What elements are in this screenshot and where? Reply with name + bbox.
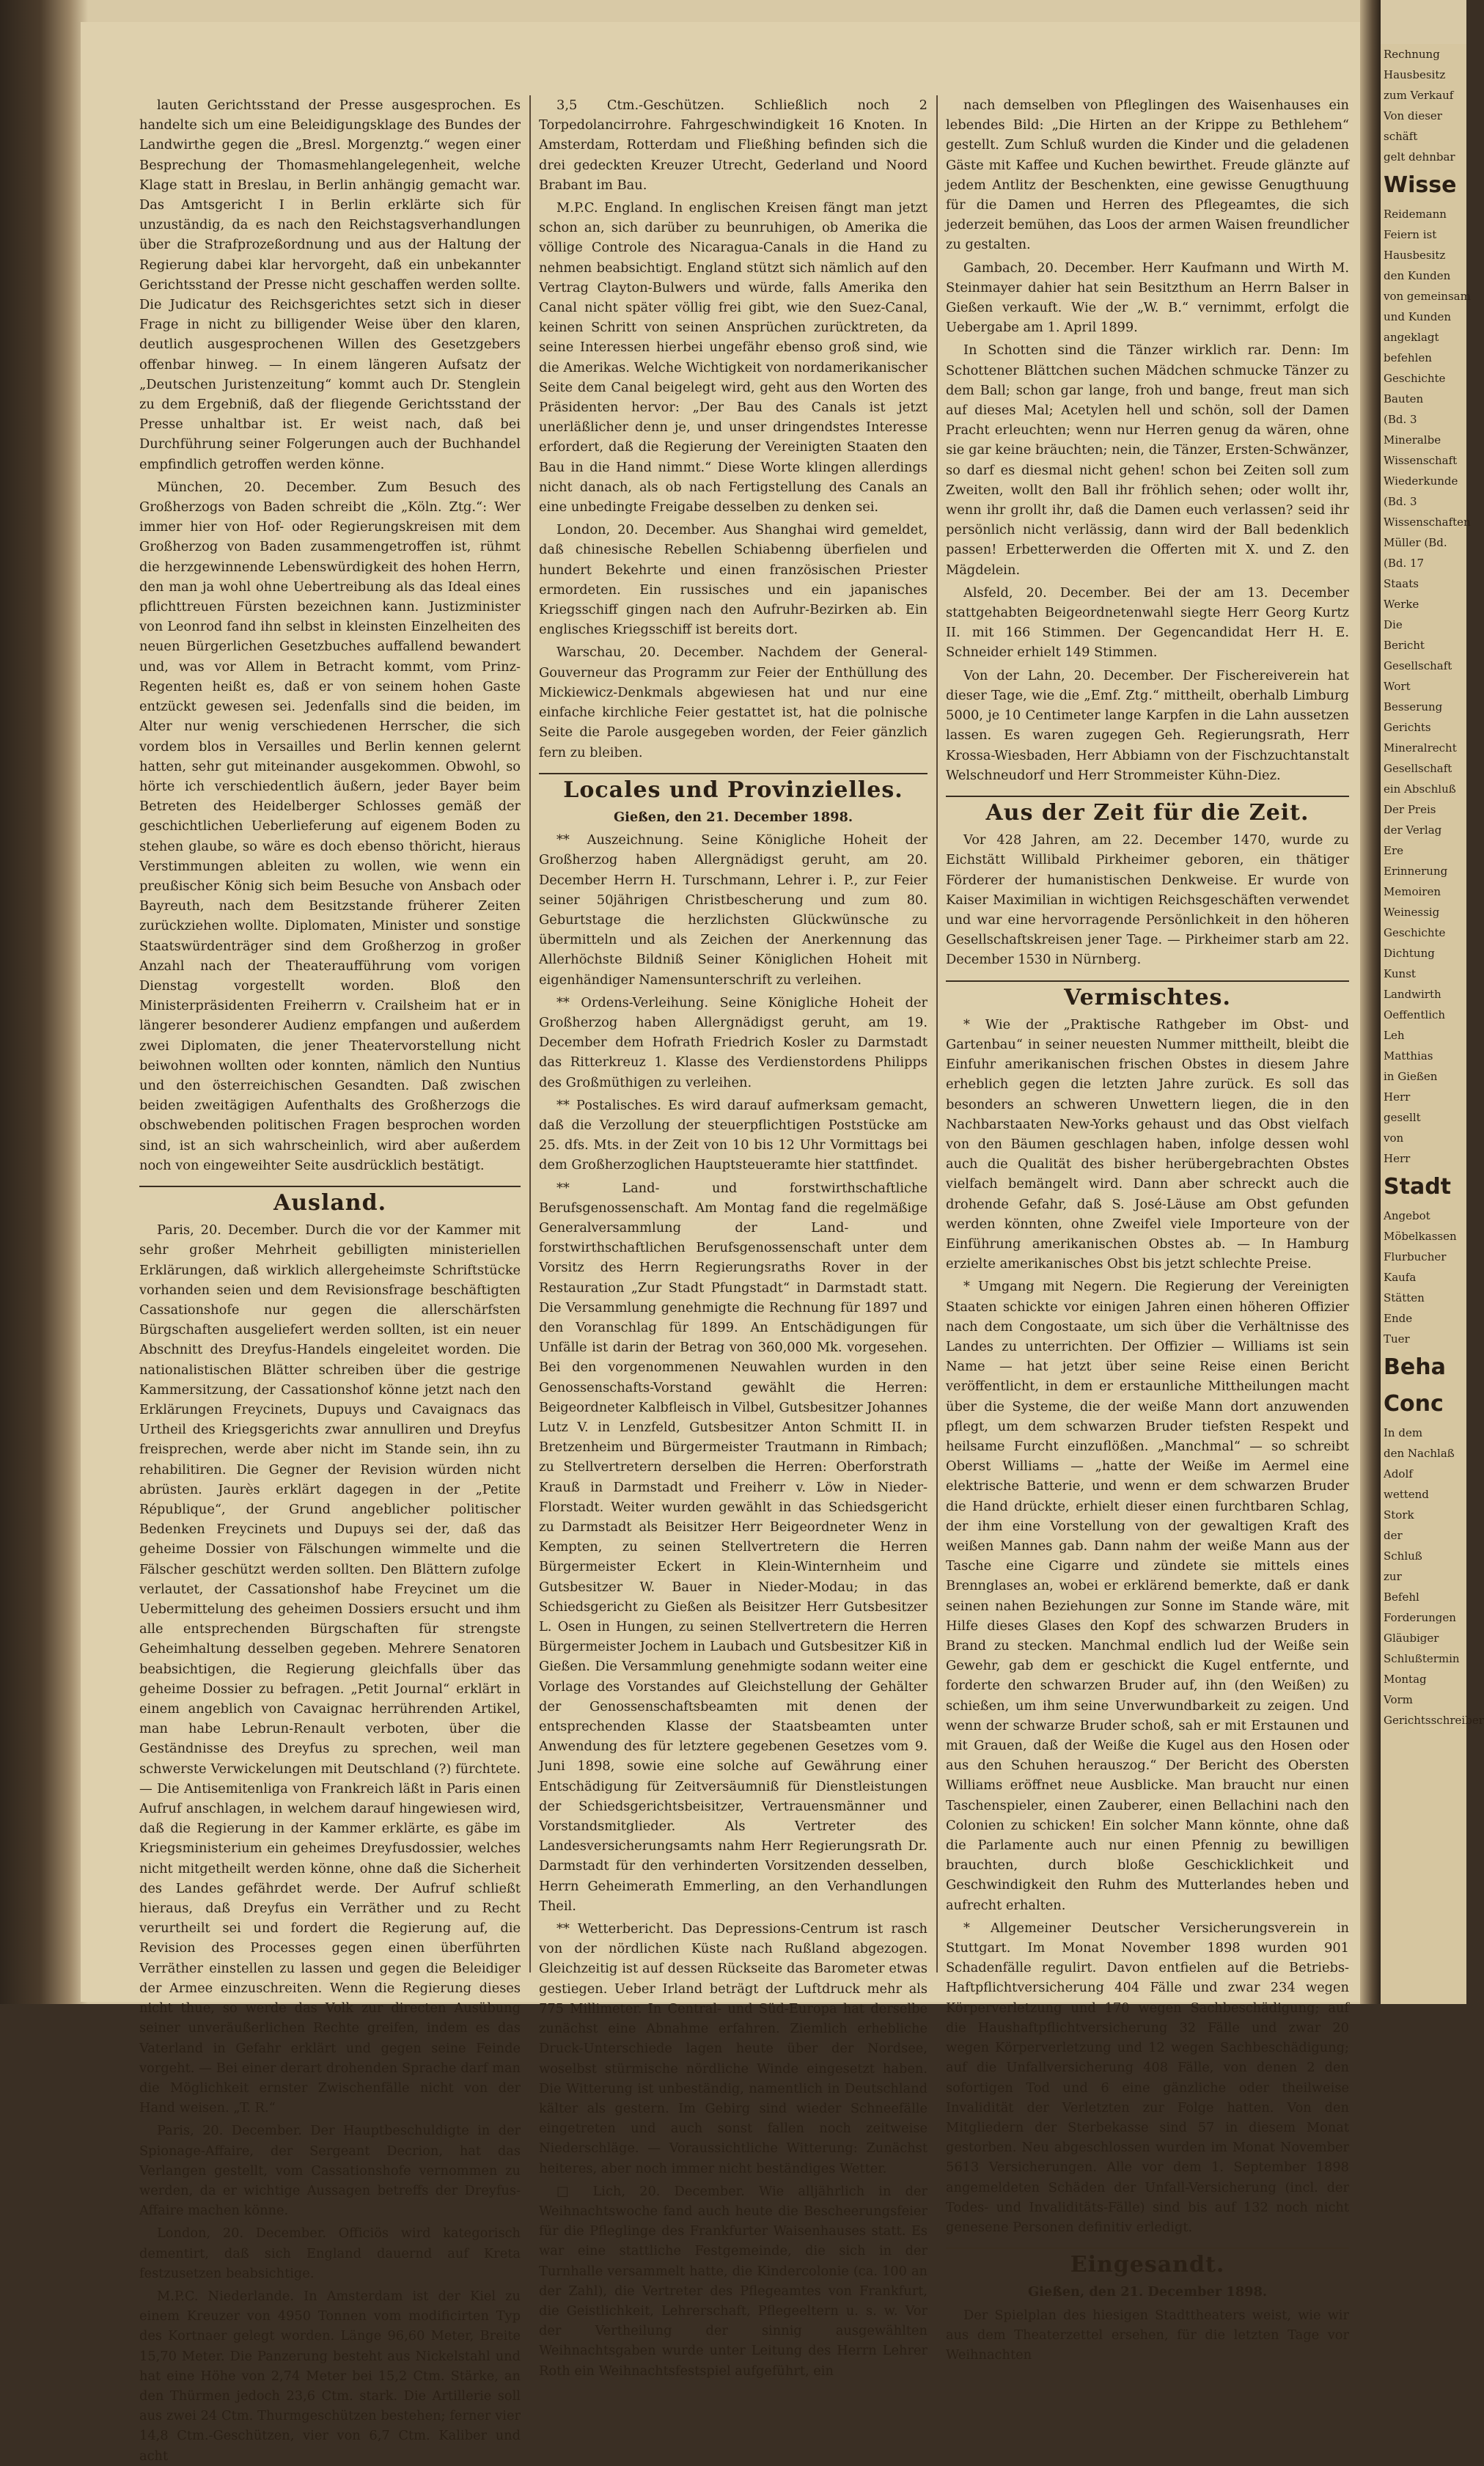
margin-fragment: Mineralbe xyxy=(1384,433,1441,447)
column-middle xyxy=(539,95,928,2379)
margin-fragment: Adolf xyxy=(1384,1467,1413,1480)
margin-fragment: Erinnerung xyxy=(1384,865,1448,878)
margin-fragment: schäft xyxy=(1384,130,1418,143)
margin-fragment: Wort xyxy=(1384,680,1411,693)
margin-fragment: Von dieser xyxy=(1384,109,1442,122)
margin-fragment: Staats xyxy=(1384,577,1419,590)
margin-fragment: gesellt xyxy=(1384,1111,1421,1124)
margin-fragment: Wiederkunde xyxy=(1384,474,1458,488)
margin-fragment: zur xyxy=(1384,1570,1402,1583)
article-niederlande-cont: 3,5 Ctm.-Geschützen. Schließlich noch 2 Torpedolancirrohre. Fahrgeschwindigkeit 16 Knoten. In Amsterdam, Rotterdam und Fließhing befinden sich die drei gedeckten Kreuzer Utrecht, Gederland und Noord Brabant im Bau. xyxy=(539,98,928,193)
margin-fragment: Geschichte xyxy=(1384,926,1446,939)
article-gerichtsstand: lauten Gerichtsstand der Presse ausgesprochen. Es handelte sich um eine Beleidigungsklage des Bundes der Landwirthe gegen die „Bresl. Morgenztg.“ wegen einer Besprechung der Thomasmehlangelegenheit, welche Klage statt in Breslau, in Berlin anhängig gemacht war. Das Amtsgericht I in Berlin erklärte sich für unzuständig, da es nach den Reichstagsverhandlungen über die Strafprozeßordnung und aus der Haltung der Regierung dabei klar hervorgeht, daß ein unbekannter Gerichtsstand der Presse nicht geschaffen werden sollte. Die Judicatur des Reichsgerichtes setzt sich in dieser Frage in nicht zu billigender Weise über den klaren, deutlich ausgesprochenen Willen des Gesetzgebers offenbar hinweg. — In einem längeren Aufsatz der „Deutschen Juristenzeitung“ kommt auch Dr. Stenglein zu dem Ergebniß, daß der fliegende Gerichtsstand der Presse unhaltbar ist. Er weist nach, daß bei Durchführung seiner Folgerungen auch der Buchhandel empfindlich getroffen werden könne. xyxy=(139,98,521,472)
article-wetterbericht: ** Wetterbericht. Das Depressions-Centrum ist rasch von der nördlichen Küste nach Rußland abgezogen. Gleichzeitig ist auf dessen Rückseite das Barometer etwas gestiegen. Ueber Irland beträgt der Luftdruck mehr als 775 Millimeter. In Central- und Süd-Europa hat derselbe zunächst eine Abnahme erfahren. Ziemlich erhebliche Druck-Unterschiede lagen heute über der Nordsee, woselbst stürmische nördliche Winde eingesetzt haben. Die Witterung ist unbeständig, namentlich in Deutschland kälter als gestern. Im Gebirg sind wieder Schneefälle eingetreten und auch sonst fallen noch zeitweise Niederschläge. — Voraussichtliche Witterung: Zunächst heiteres, aber noch immer nicht beständiges Wetter. xyxy=(539,1921,928,2176)
article-obst: * Wie der „Praktische Rathgeber im Obst- und Gartenbau“ in seiner neuesten Nummer mittheilt, bleibt die Einfuhr amerikanischen frischen Obstes in diesem Jahre erheblich gegen die letzten Jahre zurück. Es soll das besonders an schweren Unwettern liegen, die in den Nachbarstaaten New-Yorks gehaust und das Obst vielfach von den Bäumen geschlagen haben, infolge dessen wohl auch die Qualität des bisher herübergebrachten Obstes vielfach bemängelt wird. Dann aber schreckt auch die drohende Gefahr, daß S. José-Läuse am Obst gefunden werden könnten, ohne Zweifel viele Importeure von der Einführung amerikanischen Obstes ab. — In Hamburg erzielte amerikanisches Obst bis jetzt schlechte Preise. xyxy=(946,1016,1349,1272)
margin-fragment: Oeffentlich xyxy=(1384,1008,1446,1021)
article-london-kreta: London, 20. December. Officiös wird kategorisch dementirt, daß sich England dauernd auf Kreta festzusetzen beabsichtige. xyxy=(139,2225,521,2281)
margin-fragment: angeklagt xyxy=(1384,331,1439,344)
margin-fragment: Gesellschaft xyxy=(1384,659,1452,672)
article-lich-cont: nach demselben von Pfleglingen des Waisenhauses ein lebendes Bild: „Die Hirten an der Krippe zu Bethlehem“ gestellt. Zum Schluß wurden die Kinder und die geladenen Gäste mit Kaffee und Kuchen bewirthet. Freude glänzte auf jedem Antlitz der Beschenkten, eine gewisse Genugthuung für die Damen und Herren des Pflegeamtes, die sich jederzeit bemühen, das Loos der armen Waisen freundlicher zu gestalten. xyxy=(946,98,1349,253)
section-heading-locales: Locales und Provinzielles. xyxy=(539,773,928,800)
margin-fragment: Geschichte xyxy=(1384,372,1446,385)
margin-fragment: Stork xyxy=(1384,1508,1414,1522)
margin-fragment: Conc xyxy=(1384,1391,1444,1417)
article-postalisches: ** Postalisches. Es wird darauf aufmerksam gemacht, daß die Verzollung der steuerpflichtigen Poststücke am 25. dfs. Mts. in der Zeit von 10 bis 12 Uhr Vormittags bei dem Großherzoglichen Hauptsteueramte hier stattfindet. xyxy=(539,1097,928,1173)
margin-fragment: befehlen xyxy=(1384,351,1432,364)
margin-fragment: Vorm xyxy=(1384,1693,1413,1706)
margin-fragment: Bauten xyxy=(1384,392,1424,406)
margin-fragment: und Kunden xyxy=(1384,310,1452,323)
margin-fragment: Ende xyxy=(1384,1312,1413,1325)
margin-fragment: Möbelkassen xyxy=(1384,1230,1457,1243)
margin-fragment: Feiern ist xyxy=(1384,228,1437,241)
article-alsfeld: Alsfeld, 20. December. Bei der am 13. December stattgehabten Beigeordnetenwahl siegte Herr Georg Kurtz II. mit 166 Stimmen. Der Gegencandidat Herr H. E. Schneider erhielt 149 Stimmen. xyxy=(946,584,1349,661)
margin-fragment: Die xyxy=(1384,618,1403,631)
article-lahn: Von der Lahn, 20. December. Der Fischereiverein hat dieser Tage, wie die „Emf. Ztg.“ mittheilt, oberhalb Limburg 5000, je 10 Centimeter lange Karpfen in die Lahn aussetzen lassen. Es waren zugegen Geh. Regierungsrath, Herr Krossa-Wiesbaden, Herr Abbiamn von der Fischzuchtanstalt Welschneudorf und Herr Strommeister Kühn-Diez. xyxy=(946,667,1349,783)
margin-fragment: Hausbesitz xyxy=(1384,249,1446,262)
margin-fragment: Montag xyxy=(1384,1673,1427,1686)
column-left xyxy=(139,95,521,2464)
margin-fragment: Rechnung xyxy=(1384,48,1440,61)
margin-fragment: ein Abschluß xyxy=(1384,782,1456,796)
margin-fragment: Gerichts xyxy=(1384,721,1431,734)
margin-fragment: zum Verkauf xyxy=(1384,89,1454,102)
article-pirkheimer: Vor 428 Jahren, am 22. December 1470, wurde zu Eichstätt Willibald Pirkheimer geboren, ein thätiger Förderer der humanistischen Denkweise. Er wurde von Kaiser Maximilian in wichtigen Reichsgeschäften verwendet und war eine hervorragende Persönlichkeit in den höheren Gesellschaftskreisen jener Tage. — Pirkheimer starb am 22. December 1530 in Nürnberg. xyxy=(946,832,1349,968)
article-england: M.P.C. England. In englischen Kreisen fängt man jetzt schon an, sich darüber zu beunruhigen, ob Amerika die völlige Controle des Nicaragua-Canals in die Hand zu nehmen beabsichtigt. England stützt sich nämlich auf den Vertrag Clayton-Bulwers und würde, falls Amerika den Canal nicht später völlig frei gibt, wie den Suez-Canal, keinen Schritt von seinen Ansprüchen zurücktreten, da seine Interessen hierbei ungefähr ebenso groß sind, wie die Amerikas. Welche Wichtigkeit von nordamerikanischer Seite dem Canal beigelegt wird, geht aus den Worten des Präsidenten hervor: „Der Bau des Canals ist jetzt unerläßlicher denn je, und unser dringendstes Interesse erfordert, daß die Regierung der Vereinigten Staaten den Bau in die Hand nimmt.“ Diese Worte klingen allerdings nicht danach, als ob nach Fertigstellung des Canals an eine unbedingte Freigabe desselben zu denken sei. xyxy=(539,200,928,515)
section-heading-ausland: Ausland. xyxy=(139,1186,521,1213)
section-heading-zeit: Aus der Zeit für die Zeit. xyxy=(946,796,1349,823)
margin-fragment: Herr xyxy=(1384,1090,1411,1104)
article-ordens: ** Ordens-Verleihung. Seine Königliche Hoheit der Großherzog haben Allergnädigst geruht, am 19. December dem Hofrath Friedrich Kosler zu Darmstadt das Ritterkreuz 1. Klasse des Verdienstordens Philipps des Großmüthigen zu verleihen. xyxy=(539,994,928,1090)
margin-fragment: Reidemann xyxy=(1384,208,1447,221)
margin-fragment: Gesellschaft xyxy=(1384,762,1452,775)
margin-fragment: Gläubiger xyxy=(1384,1632,1439,1645)
margin-fragment: Memoiren xyxy=(1384,885,1441,898)
margin-fragment: Schlußtermin xyxy=(1384,1652,1460,1665)
margin-fragment: Stätten xyxy=(1384,1291,1425,1304)
section-heading-vermischtes: Vermischtes. xyxy=(946,980,1349,1008)
dateline: Gießen, den 21. December 1898. xyxy=(613,809,853,825)
margin-fragment: wettend xyxy=(1384,1488,1429,1501)
margin-fragment: gelt dehnbar xyxy=(1384,150,1455,164)
margin-fragment: Flurbucher xyxy=(1384,1250,1447,1263)
article-negern: * Umgang mit Negern. Die Regierung der Vereinigten Staaten schickte vor einigen Jahren einen höheren Offizier nach dem Congostaate, um sich über die Verhältnisse des Landes zu unterrichten. Der Offizier — Williams ist sein Name — hat jetzt über seine Reise einen Bericht veröffentlicht, in dem er erstaunliche Mittheilungen macht über die Systeme, die der weiße Mann dort anzuwenden pflegt, um dem schwarzen Bruder tiefsten Respekt und heilsame Furcht einzuflößen. „Manchmal“ — so schreibt Oberst Williams — „hatte der Weiße im Aermel eine elektrische Batterie, und wenn er dem schwarzen Bruder die Hand drückte, erhielt dieser einen furchtbaren Schlag, der ihm eine Vorstellung von der gewaltigen Kraft des weißen Mannes gab. Dann nahm der weiße Mann aus der Tasche eine Cigarre und zündete sie mittels eines Brennglases an, wobei er erklärend bemerkte, daß er dank seinen nahen Beziehungen zur Sonne im Stande wäre, mit Hilfe dieses Glases den Kopf des schwarzen Bruders in Brand zu stecken. Manchmal endlich lud der Weiße sein Gewehr, gab dem er geschickt die Kugel entfernte, und forderte den schwarzen Bruder auf, ihn (den Weißen) zu schießen, um ihm seine Unverwundbarkeit zu zeigen. Und wenn der schwarze Bruder schoß, sah er mit Erstaunen und mit Grauen, daß der Weiße die Kugel aus den Hosen oder aus den Schuhen herauszog.“ Der Bericht des Obersten Williams eröffnet neue Ausblicke. Man braucht nur einen Taschenspieler, einen Zauberer, einen Bellachini nach den Colonien zu schicken! Ein solcher Mann könnte, ohne daß die Parlamente auch nur einen Pfennig zu bewilligen brauchten, durch bloße Geschicklichkeit und Geschwindigkeit den Ruhm des Mutterlandes heben und aufrecht erhalten. xyxy=(946,1279,1349,1913)
margin-fragment: Bericht xyxy=(1384,639,1425,652)
margin-fragment: (Bd. 3 xyxy=(1384,413,1417,426)
margin-fragment: In dem xyxy=(1384,1426,1423,1439)
adjacent-page-margin xyxy=(1381,44,1484,2004)
margin-fragment: Werke xyxy=(1384,598,1419,611)
article-berufsgenossenschaft: ** Land- und forstwirthschaftliche Berufsgenossenschaft. Am Montag fand die regelmäßige Generalversammlung der Land- und forstwirthschaftlichen Berufsgenossenschaft unter dem Vorsitz des Herrn Regierungsraths Rover in der Restauration „Zur Stadt Pfungstadt“ in Darmstadt statt. Die Versammlung genehmigte die Rechnung für 1897 und den Voranschlag für 1899. An Entschädigungen für Unfälle ist darin der Betrag von 360,000 Mk. vorgesehen. Bei den vorgenommenen Neuwahlen wurden in den Genossenschafts-Vorstand gewählt die Herren: Beigeordneter Kalbfleisch in Vilbel, Gutsbesitzer Johannes Lutz V. in Lenzfeld, Gutsbesitzer Anton Schmitt II. in Bretzenheim und Bürgermeister Trautmann in Rimbach; zu Stellvertretern derselben die Herren: Oberforstrath Krauß in Darmstadt und Freiherr v. Löw in Nieder-Florstadt. Weiter wurden gewählt in das Schiedsgericht zu Darmstadt als Beisitzer Herr Beigeordneter Wenz in Kempten, zu seinen Stellvertretern die Herren Bürgermeister Eckert in Klein-Winternheim und Gutsbesitzer W. Bauer in Nieder-Modau; in das Schiedsgericht zu Gießen als Beisitzer Herr Gutsbesitzer L. Osen in Hungen, zu seinen Stellvertretern die Herren Bürgermeister Jochem in Laubach und Gutsbesitzer Kiß in Gießen. Die Versammlung genehmigte sodann weiter eine Vorlage des Vorstandes auf Gleichstellung der Gehälter der Genossenschaftsbeamten mit denen der entsprechenden Klasse der Staatsbeamten unter Anwendung des für letztere gegebenen Gesetzes vom 9. Juni 1898, sowie eine solche auf Gewährung einer Entschädigung für Zeitversäumniß für Dienstleistungen der Schiedsgerichtsbeisitzer, Vertrauensmänner und Vorstandsmitglieder. Als Vertreter des Landesversicherungsamts nahm Herr Regierungsrath Dr. Darmstadt für den verhinderten Vorsitzenden desselben, Herrn Geheimerath Emmerling, an den Verhandlungen Theil. xyxy=(539,1180,928,1914)
article-auszeichnung: ** Auszeichnung. Seine Königliche Hoheit der Großherzog haben Allergnädigst geruht, am 20. December Herrn H. Turschmann, Lehrer i. P., zur Feier seiner 50jährigen Christbescherung und zum 80. Geburtstage die herzlichsten Glückwünsche zu übermitteln und als Zeichen der Anerkennung das Allerhöchste Bildniß Seiner Königlichen Hoheit mit eigenhändiger Namensunterschrift zu verleihen. xyxy=(539,832,928,988)
margin-fragment: Besserung xyxy=(1384,700,1443,713)
margin-fragment: Ere xyxy=(1384,844,1403,857)
margin-fragment: Herr xyxy=(1384,1152,1411,1165)
margin-fragment: Angebot xyxy=(1384,1209,1430,1222)
margin-fragment: Kunst xyxy=(1384,967,1416,980)
article-versicherung: * Allgemeiner Deutscher Versicherungsverein in Stuttgart. Im Monat November 1898 wurden 901 Schadenfälle regulirt. Davon entfielen auf die Betriebs-Haftpflichtversicherung 404 Fälle und zwar 234 wegen Körperverletzung und 170 wegen Sachbeschädigung; auf die Haushaftpflichtversicherung 32 Fälle und zwar 20 wegen Körperverletzung und 12 wegen Sachbeschädigung; auf die Unfallversicherung 408 Fälle, von denen 2 den sofortigen Tod und 6 eine gänzliche oder theilweise Invalidität der Verletzten zur Folge hatten. Von den Mitgliedern der Sterbekasse sind 57 in diesem Monat gestorben. Neu abgeschlossen wurden im Monat November 5613 Versicherungen. Alle vor dem 1. September 1898 angemeldeten Schäden der Unfall-Versicherung (incl. der Todes- und Invaliditäts-Fälle) sind bis auf 132 noch nicht genesene Personen definitiv erledigt. xyxy=(946,1920,1349,2235)
article-lich: □ Lich, 20. December. Wie alljährlich in der Weihnachtswoche fand auch heute die Bescheerungsfeier für die Pfleglinge des Frankfurter Waisenhauses statt. Es war eine stattliche Festgemeinde, die sich in der Turnhalle versammelt hatte, die Kindercolonie (ca. 100 an der Zahl), die Vertreter des Pflegeamtes von Frankfurt, die Geistlichkeit, Lehrerschaft, Pflegeeltern u. s. w. Vor der Vertheilung der sinnig ausgewählten Weihnachtsgaben wurde unter Leitung des Herrn Lehrer Roth ein Weihnachtsfestspiel aufgeführt, ein xyxy=(539,2183,928,2379)
column-rule-2 xyxy=(936,95,938,1973)
article-paris-dreyfus: Paris, 20. December. Durch die vor der Kammer mit sehr großer Mehrheit gebilligten ministeriellen Erklärungen, daß wirklich allergeheimste Schriftstücke vorhanden seien und dem Revisionsfrage beschäftigten Cassationshofe nur gegen die allerschärfsten Bürgschaften ausgeliefert werden sollten, ist ein neuer Abschnitt des Dreyfus-Handels eingeleitet worden. Die nationalistischen Blätter schreiben über die gestrige Kammersitzung, der Cassationshof könne jetzt nach den Erklärungen Freycinets, Dupuys und Cavaignacs das Urtheil des Kriegsgerichts zwar annulliren und Dreyfus freisprechen, werde aber nicht im Stande sein, ihn zu rehabilitiren. Die Gegner der Revision würden nicht abrüsten. Jaurès erklärt dagegen in der „Petite République“, der Grund angeblicher politischer Bedenken Freycinets und Dupuys sei der, daß das geheime Dossier von Fälschungen wimmelte und die Fälscher geschützt werden sollten. Den Blättern zufolge verlautet, der Cassationshof habe Freycinet um die Uebermittelung des geheimen Dossiers ersucht und ihm alle entsprechenden Bürgschaften für strengste Geheimhaltung desselben gegeben. Mehrere Senatoren beabsichtigen, die Regierung gleichfalls über das geheime Dossier zu befragen. „Petit Journal“ erklärt in einem angeblich von Cavaignac herrührenden Artikel, man habe Lebrun-Renault verboten, über die Geständnisse des Dreyfus zu sprechen, weil man schwerste Verwickelungen mit Deutschland (?) fürchtete. — Die Antisemitenliga von Frankreich läßt in Paris einen Aufruf anschlagen, in welchem darauf hingewiesen wird, daß die Regierung in der Kammer erklärte, es gäbe im Kriegsministerium ein geheimes Dreyfusdossier, welches nicht mitgetheilt werden könne, ohne daß die Sicherheit des Landes gefährdet werde. Der Aufruf schließt hieraus, daß Dreyfus ein Verräther und zu Recht verurtheilt sei und fordert die Regierung auf, die Revision des Processes gegen einen überführten Verräther einstellen zu lassen und gegen die Beleidiger der Armee einzuschreiten. Wenn die Regierung dieses nicht thue, so werde das Volk zur directen Ausübung seiner unveräußerlichen Rechte greifen, indem es das Vaterland in Gefahr erklärt und gegen seine Feinde vorgeht. — Bei einer derart drohenden Sprache darf man die Möglichkeit ernster Zwischenfälle nicht von der Hand weisen. „T. R.“ xyxy=(139,1222,521,2116)
article-paris-spionage: Paris, 20. December. Der Hauptbeschuldigte in der Spionage-Affaire, der Sergeant Decrion, hat das Verlangen gestellt, vom Cassationshofe vernommen zu werden, da er wichtige Aussagen betreffs der Dreyfus-Affaire machen könne. xyxy=(139,2123,521,2219)
margin-fragment: Gerichtsschreiber xyxy=(1384,1714,1484,1727)
margin-fragment: Hausbesitz xyxy=(1384,68,1446,81)
margin-fragment: Müller (Bd. xyxy=(1384,536,1447,549)
margin-fragment: der Verlag xyxy=(1384,823,1442,837)
margin-fragment: Befehl xyxy=(1384,1590,1419,1604)
article-niederlande: M.P.C. Niederlande. In Amsterdam ist der Kiel zu einem Kreuzer von 4950 Tonnen vom modificirten Typ des Kortnaer gelegt worden. Länge 96,60 Meter, Breite 15,70 Meter. Die Panzerung besteht aus Nickelstahl und hat eine Höhe von 2,74 Meter bei 15,2 Ctm. Stärke, an den Thürmen jedoch 23,6 Ctm. stark. Die Artillerie soll aus zwei 24 Ctm. Thurmgeschützen bestehen; ferner vier 14,8 Ctm.-Geschützen, vier von 6,7 Ctm. Kaliber und acht xyxy=(139,2288,521,2464)
column-right xyxy=(946,95,1349,2363)
article-warschau: Warschau, 20. December. Nachdem der General-Gouverneur das Programm zur Feier der Enthüllung des Mickiewicz-Denkmals abgewiesen hat und nur eine einfache kirchliche Feier gestattet ist, hat die polnische Seite die Parole ausgegeben worden, der Feier gänzlich fern zu bleiben. xyxy=(539,645,928,760)
margin-fragment: Wisse xyxy=(1384,172,1457,198)
margin-fragment: von gemeinsam xyxy=(1384,290,1471,303)
margin-fragment: Schluß xyxy=(1384,1549,1422,1563)
dateline-eingesandt: Gießen, den 21. December 1898. xyxy=(1027,2284,1268,2300)
book-gutter xyxy=(1360,0,1381,2004)
article-schotten: In Schotten sind die Tänzer wirklich rar. Denn: Im Schottener Blättchen suchen Mädchen schmucke Tänzer zu dem Ball; schon gar lange, froh und bange, freut man sich auf dieses Mal; Acetylen hell und schön, soll der Damen Pracht erleuchten; wenn nur Herren genug da wären, ohne sie gar keine bräuchten; nein, die Tänzer, Ersten-Schwänzer, so darf es diesmal nicht gehen! schon bei Zeiten soll zum Zweiten, wollt den Ball ihr fröhlich sehen; oder wollt ihr, wenn ihr grollt ihr, daß die Damen euch verlassen? seid ihr persönlich nicht verlässig, dann wird der Ball bedenklich passen! Erbetterwerden die Offerten mit X. und Z. den Mägdelein. xyxy=(946,342,1349,578)
margin-fragment: Kaufa xyxy=(1384,1271,1417,1284)
margin-fragment: (Bd. 3 xyxy=(1384,495,1417,508)
margin-fragment: Tuer xyxy=(1384,1332,1410,1346)
article-gambach: Gambach, 20. December. Herr Kaufmann und Wirth M. Steinmayer dahier hat sein Besitzthum an Herrn Balser in Gießen verkauft. Wie der „W. B.“ vernimmt, erfolgt die Uebergabe am 1. April 1899. xyxy=(946,260,1349,336)
margin-fragment: Stadt xyxy=(1384,1174,1452,1200)
margin-fragment: Matthias xyxy=(1384,1049,1433,1063)
margin-fragment: den Nachlaß xyxy=(1384,1447,1455,1460)
margin-fragment: Landwirth xyxy=(1384,988,1441,1001)
margin-fragment: von xyxy=(1384,1131,1404,1145)
article-spielplan: Der Spielplan des hiesigen Stadttheaters weist, wie wir aus dem Theaterzettel ersehen, für die letzten Tage vor Weihnachten xyxy=(946,2307,1349,2363)
margin-fragment: Wissenschaften xyxy=(1384,515,1471,529)
article-muenchen: München, 20. December. Zum Besuch des Großherzogs von Baden schreibt die „Köln. Ztg.“: Wer immer hier von Hof- oder Regierungskreisen mit dem Großherzog von Baden zusammengetroffen ist, rühmt die herzgewinnende Lebenswürdigkeit des hohen Herrn, den man ja wohl ohne Uebertreibung als das Ideal eines pflichttreuen Fürsten bezeichnen kann. Justizminister von Leonrod fand ihn selbst in kleinsten Einzelheiten des neuen Bürgerlichen Gesetzbuches auffallend bewandert und, was vor Allem in Betracht kommt, vom Prinz-Regenten heißt es, daß er von seinem hohen Gaste entzückt gewesen sei. Jedenfalls sind die beiden, im Alter nur wenig verschiedenen Herrscher, die sich vordem blos in Versailles und Berlin kennen gelernt hatten, sehr gut miteinander ausgekommen. Obwohl, so hörte ich verschiedentlich äußern, jeder Bayer beim Betreten des Heidelberger Schlosses gemäß der geschichtlichen Ueberlieferung auf eigenem Boden zu stehen glaube, so wäre es doch ebenso thöricht, hieraus Verstimmungen ableiten zu wollen, wie wenn ein preußischer König sich beim Besuche von Ansbach oder Bayreuth, nach dem Besitzstande früherer Zeiten zurückziehen wollte. Diplomaten, Minister und sonstige Staatswürdenträger sind dem Großherzog in großer Anzahl nach der Theateraufführung vom vorigen Dienstag vorgestellt worden. Bloß den Ministerpräsidenten Freiherrn v. Crailsheim hat er in längerer besonderer Audienz empfangen und außerdem zwei Diplomaten, die jener Theatervorstellung nicht beiwohnen wollten oder konnten, nämlich den Nuntius und den österreichischen Gesandten. Daß zwischen beiden zweitägigen Aufenthalts des Großherzogs die obschwebenden politischen Fragen besprochen worden sind, ist an sich wahrscheinlich, wird aber außerdem noch von eingeweihter Seite ausdrücklich bestätigt. xyxy=(139,479,521,1173)
margin-fragment: (Bd. 17 xyxy=(1384,557,1425,570)
column-rule-1 xyxy=(529,95,531,1973)
article-london-shanghai: London, 20. December. Aus Shanghai wird gemeldet, daß chinesische Rebellen Schiabenng überfielen und hundert Bekehrte und einen französischen Priester ermordeten. Ein russisches und ein japanisches Kriegsschiff gingen nach den Aufruhr-Bezirken ab. Ein englisches Kriegsschiff ist bereits dort. xyxy=(539,522,928,638)
margin-fragment: Forderungen xyxy=(1384,1611,1456,1624)
margin-fragment: in Gießen xyxy=(1384,1070,1438,1083)
margin-fragment: Mineralrecht xyxy=(1384,741,1457,755)
margin-fragment: Der Preis xyxy=(1384,803,1436,816)
margin-fragment: Wissenschaft xyxy=(1384,454,1458,467)
margin-fragment: Leh xyxy=(1384,1029,1405,1042)
margin-fragment: Beha xyxy=(1384,1354,1446,1380)
margin-fragment: der xyxy=(1384,1529,1403,1542)
margin-fragment: den Kunden xyxy=(1384,269,1451,282)
margin-fragment: Weinessig xyxy=(1384,906,1440,919)
section-heading-eingesandt: Eingesandt. xyxy=(946,2247,1349,2275)
margin-fragment: Dichtung xyxy=(1384,947,1435,960)
